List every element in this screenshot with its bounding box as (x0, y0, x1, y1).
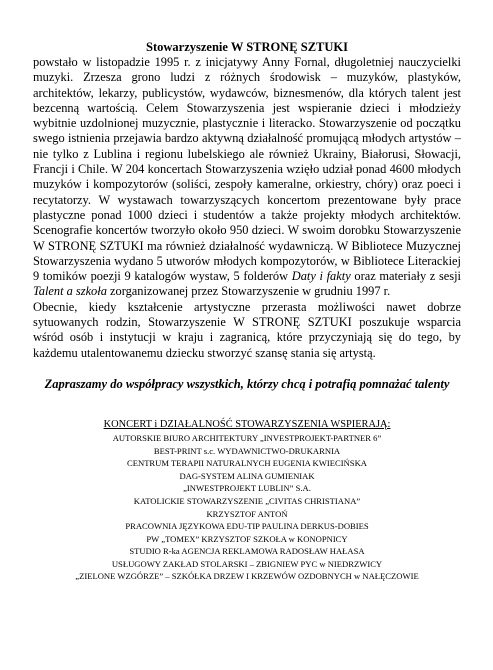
sponsors-list (33, 432, 461, 583)
italic-title-daty-i-fakty: Daty i fakty (291, 269, 351, 284)
sponsor-item: USŁUGOWY ZAKŁAD STOLARSKI – ZBIGNIEW PYC w NIEDRZWICY (111, 558, 383, 569)
main-paragraph-text-cont: oraz materiały z sesji (350, 269, 462, 284)
sponsor-item: DAG-SYSTEM ALINA GUMIENIAK (179, 470, 315, 481)
sponsor-item: CENTRUM TERAPII NATURALNYCH EUGENIA KWIECIŃSKA (127, 458, 367, 469)
sponsor-item: KRZYSZTOF ANTOŃ (206, 508, 288, 519)
second-paragraph: Obecnie, kiedy kształcenie artystyczne przerasta możliwości nawet dobrze sytuowanych rodzin, Stowarzyszenie W STRONĘ SZTUKI poszukuje wsparcia wśród osób i instytucji w kraju i zagranicą, które przyczyniają się do tego, by każdemu utalentowanemu dziecku stworzyć szansę stania się artystą. (33, 299, 461, 360)
sponsor-item: „ZIELONE WZGÓRZE” – SZKÓŁKA DRZEW I KRZEWÓW OZDOBNYCH w NAŁĘCZOWIE (75, 571, 419, 582)
invitation-text: Zapraszamy do współpracy wszystkich, którzy chcą i potrafią pomnażać talenty (44, 376, 450, 391)
sponsor-item: BEST-PRINT s.c. WYDAWNICTWO-DRUKARNIA (153, 445, 341, 456)
italic-title-talent-a-szkola: Talent a szkoła (33, 284, 107, 299)
sponsor-item: KATOLICKIE STOWARZYSZENIE „CIVITAS CHRISTIANA” (133, 495, 361, 506)
sponsor-item: PW „TOMEX” KRZYSZTOF SZKOŁA w KONOPNICY (146, 533, 348, 544)
sponsors-heading: KONCERT i DZIAŁALNOŚĆ STOWARZYSZENIA WSPIERAJĄ: (103, 418, 391, 430)
sponsor-item: AUTORSKIE BIURO ARCHITEKTURY „INVESTPROJEKT-PARTNER 6” (112, 432, 382, 443)
main-paragraph (33, 55, 461, 300)
document-title: Stowarzyszenie W STRONĘ SZTUKI (146, 40, 348, 54)
main-paragraph-text: powstało w listopadzie 1995 r. z inicjatywy Anny Fornal, długoletniej nauczycielki muzyki. Zrzesza grono ludzi z różnych środowisk – muzyków, plastyków, architektów, lekarzy, publicystów, wydawców, biznesmenów, dla których talent jest bezcenną wartością. Celem Stowarzyszenia jest wspieranie dzieci i młodzieży wybitnie uzdolnionej muzycznie, plastycznie i literacko. Stowarzyszenie od początku swego istnienia przejawia bardzo aktywną działalność promującą młodych artystów – nie tylko z Lublina i regionu lubelskiego ale również Ukrainy, Białorusi, Słowacji, Francji i Chile. W 204 koncertach Stowarzyszenia wzięło udział ponad 4600 młodych muzyków i kompozytorów (soliści, zespoły kameralne, orkiestry, chóry) oraz poeci i recytatorzy. W wystawach towarzyszących koncertom prezentowane były prace plastyczne ponad 1000 dzieci i studentów a także projekty młodych architektów. Scenografie koncertów tworzyło około 950 dzieci. W swoim dorobku Stowarzyszenie W STRONĘ SZTUKI ma również działalność wydawniczą. W Bibliotece Muzycznej Stowarzyszenia wydano 5 utworów młodych kompozytorów, w Bibliotece Literackiej 9 tomików poezji 9 katalogów wystaw, 5 folderów (33, 55, 461, 284)
main-paragraph-text-end: zorganizowanej przez Stowarzyszenie w grudniu 1997 r. (106, 284, 391, 299)
sponsor-item: „INWESTPROJEKT LUBLIN” S.A. (183, 483, 311, 494)
sponsor-item: PRACOWNIA JĘZYKOWA EDU-TIP PAULINA DERKUS-DOBIES (125, 521, 369, 532)
sponsor-item: STUDIO R-ka AGENCJA REKLAMOWA RADOSŁAW HAŁASA (129, 546, 365, 557)
